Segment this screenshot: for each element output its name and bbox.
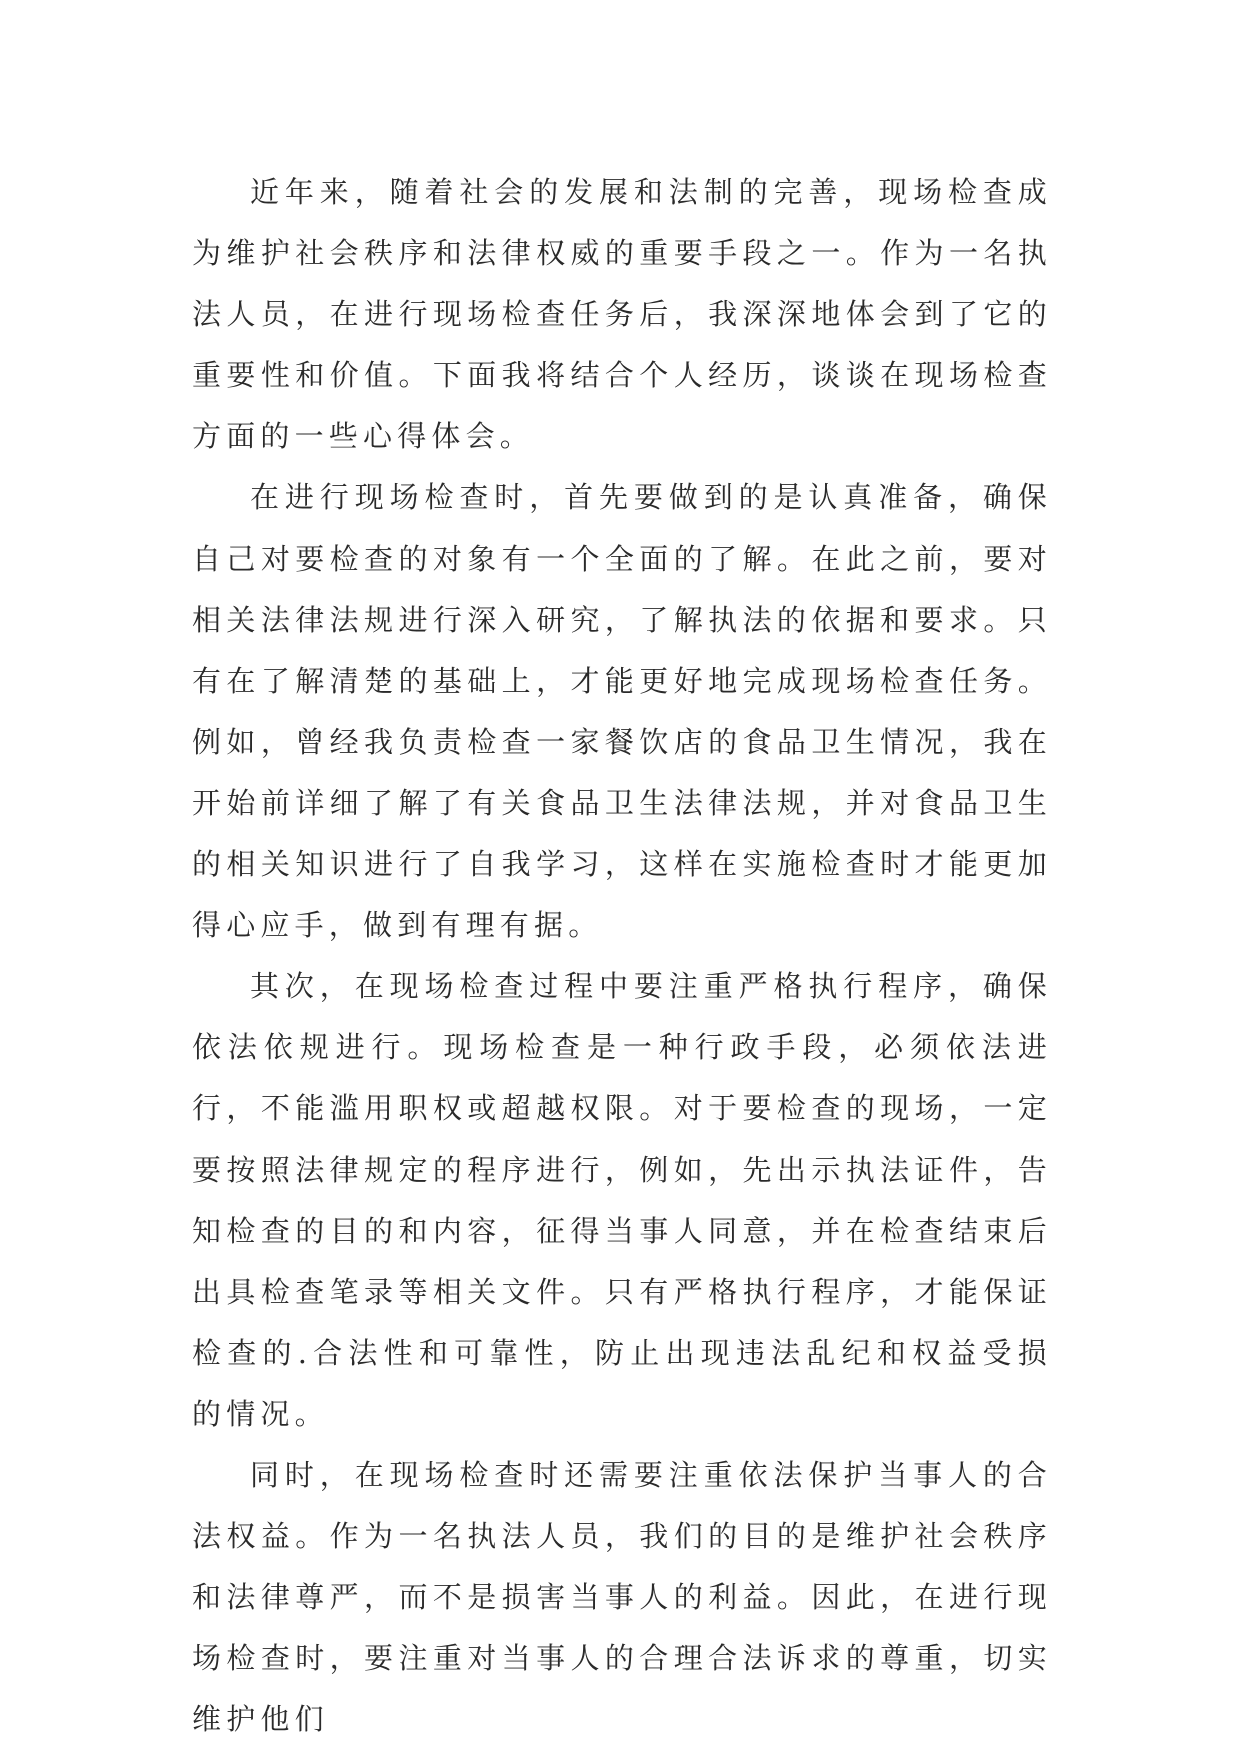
paragraph-1: 近年来，随着社会的发展和法制的完善，现场检查成为维护社会秩序和法律权威的重要手段之一。作为一名执法人员，在进行现场检查任务后，我深深地体会到了它的重要性和价值。下面我将结合个人经历，谈谈在现场检查方面的一些心得体会。 xyxy=(192,175,1052,454)
paragraph-3: 其次，在现场检查过程中要注重严格执行程序，确保依法依规进行。现场检查是一种行政手段，必须依法进行，不能滥用职权或超越权限。对于要检查的现场，一定要按照法律规定的程序进行，例如，先出示执法证件，告知检查的目的和内容，征得当事人同意，并在检查结束后出具检查笔录等相关文件。只有严格执行程序，才能保证检查的.合法性和可靠性，防止出现违法乱纪和权益受损的情况。 xyxy=(192,969,1052,1431)
paragraph-2: 在进行现场检查时，首先要做到的是认真准备，确保自己对要检查的对象有一个全面的了解。在此之前，要对相关法律法规进行深入研究，了解执法的依据和要求。只有在了解清楚的基础上，才能更好地完成现场检查任务。例如，曾经我负责检查一家餐饮店的食品卫生情况，我在开始前详细了解了有关食品卫生法律法规，并对食品卫生的相关知识进行了自我学习，这样在实施检查时才能更加得心应手，做到有理有据。 xyxy=(192,480,1052,943)
document-page xyxy=(192,162,1052,1737)
paragraph-4: 同时，在现场检查时还需要注重依法保护当事人的合法权益。作为一名执法人员，我们的目的是维护社会秩序和法律尊严，而不是损害当事人的利益。因此，在进行现场检查时，要注重对当事人的合理合法诉求的尊重，切实维护他们 xyxy=(192,1457,1052,1737)
